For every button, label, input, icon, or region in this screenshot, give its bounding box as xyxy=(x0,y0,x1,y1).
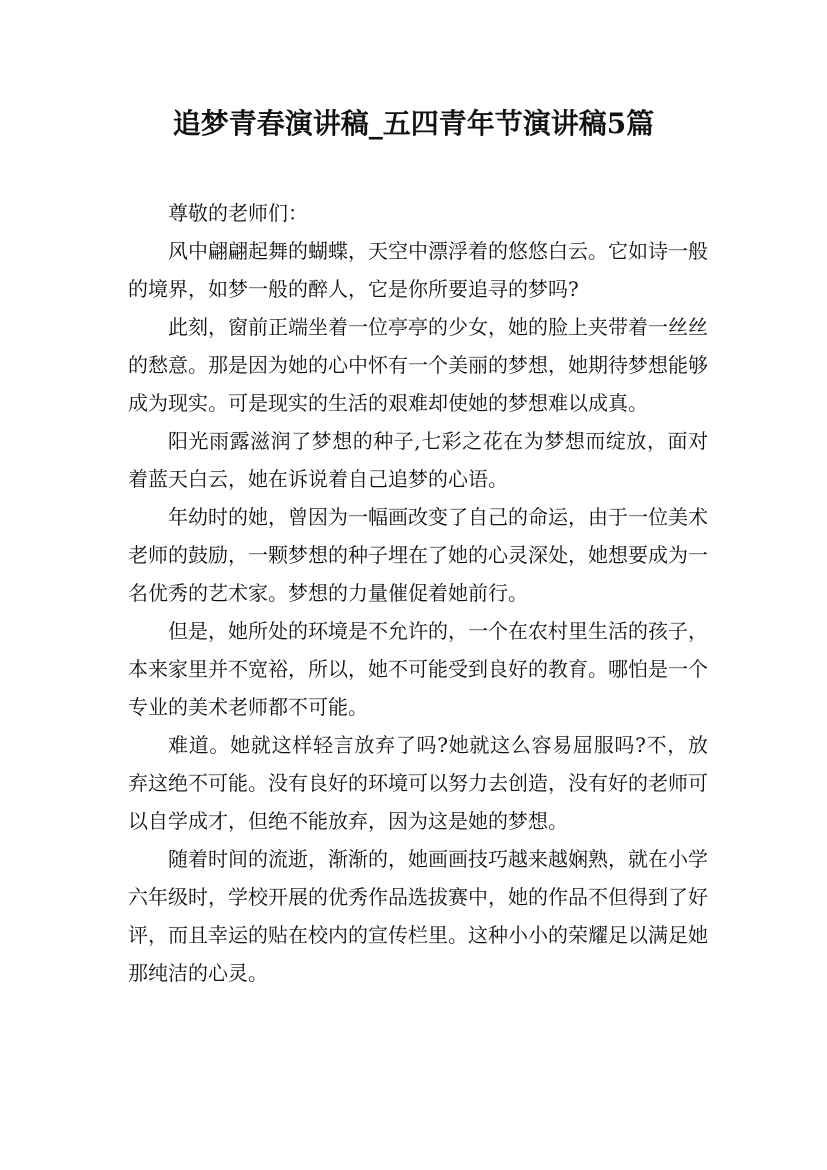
paragraph: 年幼时的她，曾因为一幅画改变了自己的命运，由于一位美术老师的鼓励，一颗梦想的种子埋在了她的心灵深处，她想要成为一名优秀的艺术家。梦想的力量催促着她前行。 xyxy=(128,505,708,605)
document-title: 追梦青春演讲稿_五四青年节演讲稿5篇 xyxy=(172,107,655,140)
paragraph: 风中翩翩起舞的蝴蝶，天空中漂浮着的悠悠白云。它如诗一般的境界，如梦一般的醉人，它是你所要追寻的梦吗? xyxy=(128,239,708,301)
paragraph: 阳光雨露滋润了梦想的种子,七彩之花在为梦想而绽放，面对着蓝天白云，她在诉说着自己追梦的心语。 xyxy=(128,429,708,491)
paragraph: 难道。她就这样轻言放弃了吗?她就这么容易屈服吗?不，放弃这绝不可能。没有良好的环境可以努力去创造，没有好的老师可以自学成才，但绝不能放弃，因为这是她的梦想。 xyxy=(128,733,708,833)
paragraph: 此刻，窗前正端坐着一位亭亭的少女，她的脸上夹带着一丝丝的愁意。那是因为她的心中怀有一个美丽的梦想，她期待梦想能够成为现实。可是现实的生活的艰难却使她的梦想难以成真。 xyxy=(128,315,708,415)
document-body xyxy=(128,194,708,992)
paragraph: 随着时间的流逝，渐渐的，她画画技巧越来越娴熟，就在小学六年级时，学校开展的优秀作品选拔赛中，她的作品不但得到了好评，而且幸运的贴在校内的宣传栏里。这种小小的荣耀足以满足她那纯洁的心灵。 xyxy=(128,847,708,985)
paragraph: 但是，她所处的环境是不允许的，一个在农村里生活的孩子，本来家里并不宽裕，所以，她不可能受到良好的教育。哪怕是一个专业的美术老师都不可能。 xyxy=(128,619,708,719)
paragraph-salutation: 尊敬的老师们： xyxy=(168,201,308,225)
